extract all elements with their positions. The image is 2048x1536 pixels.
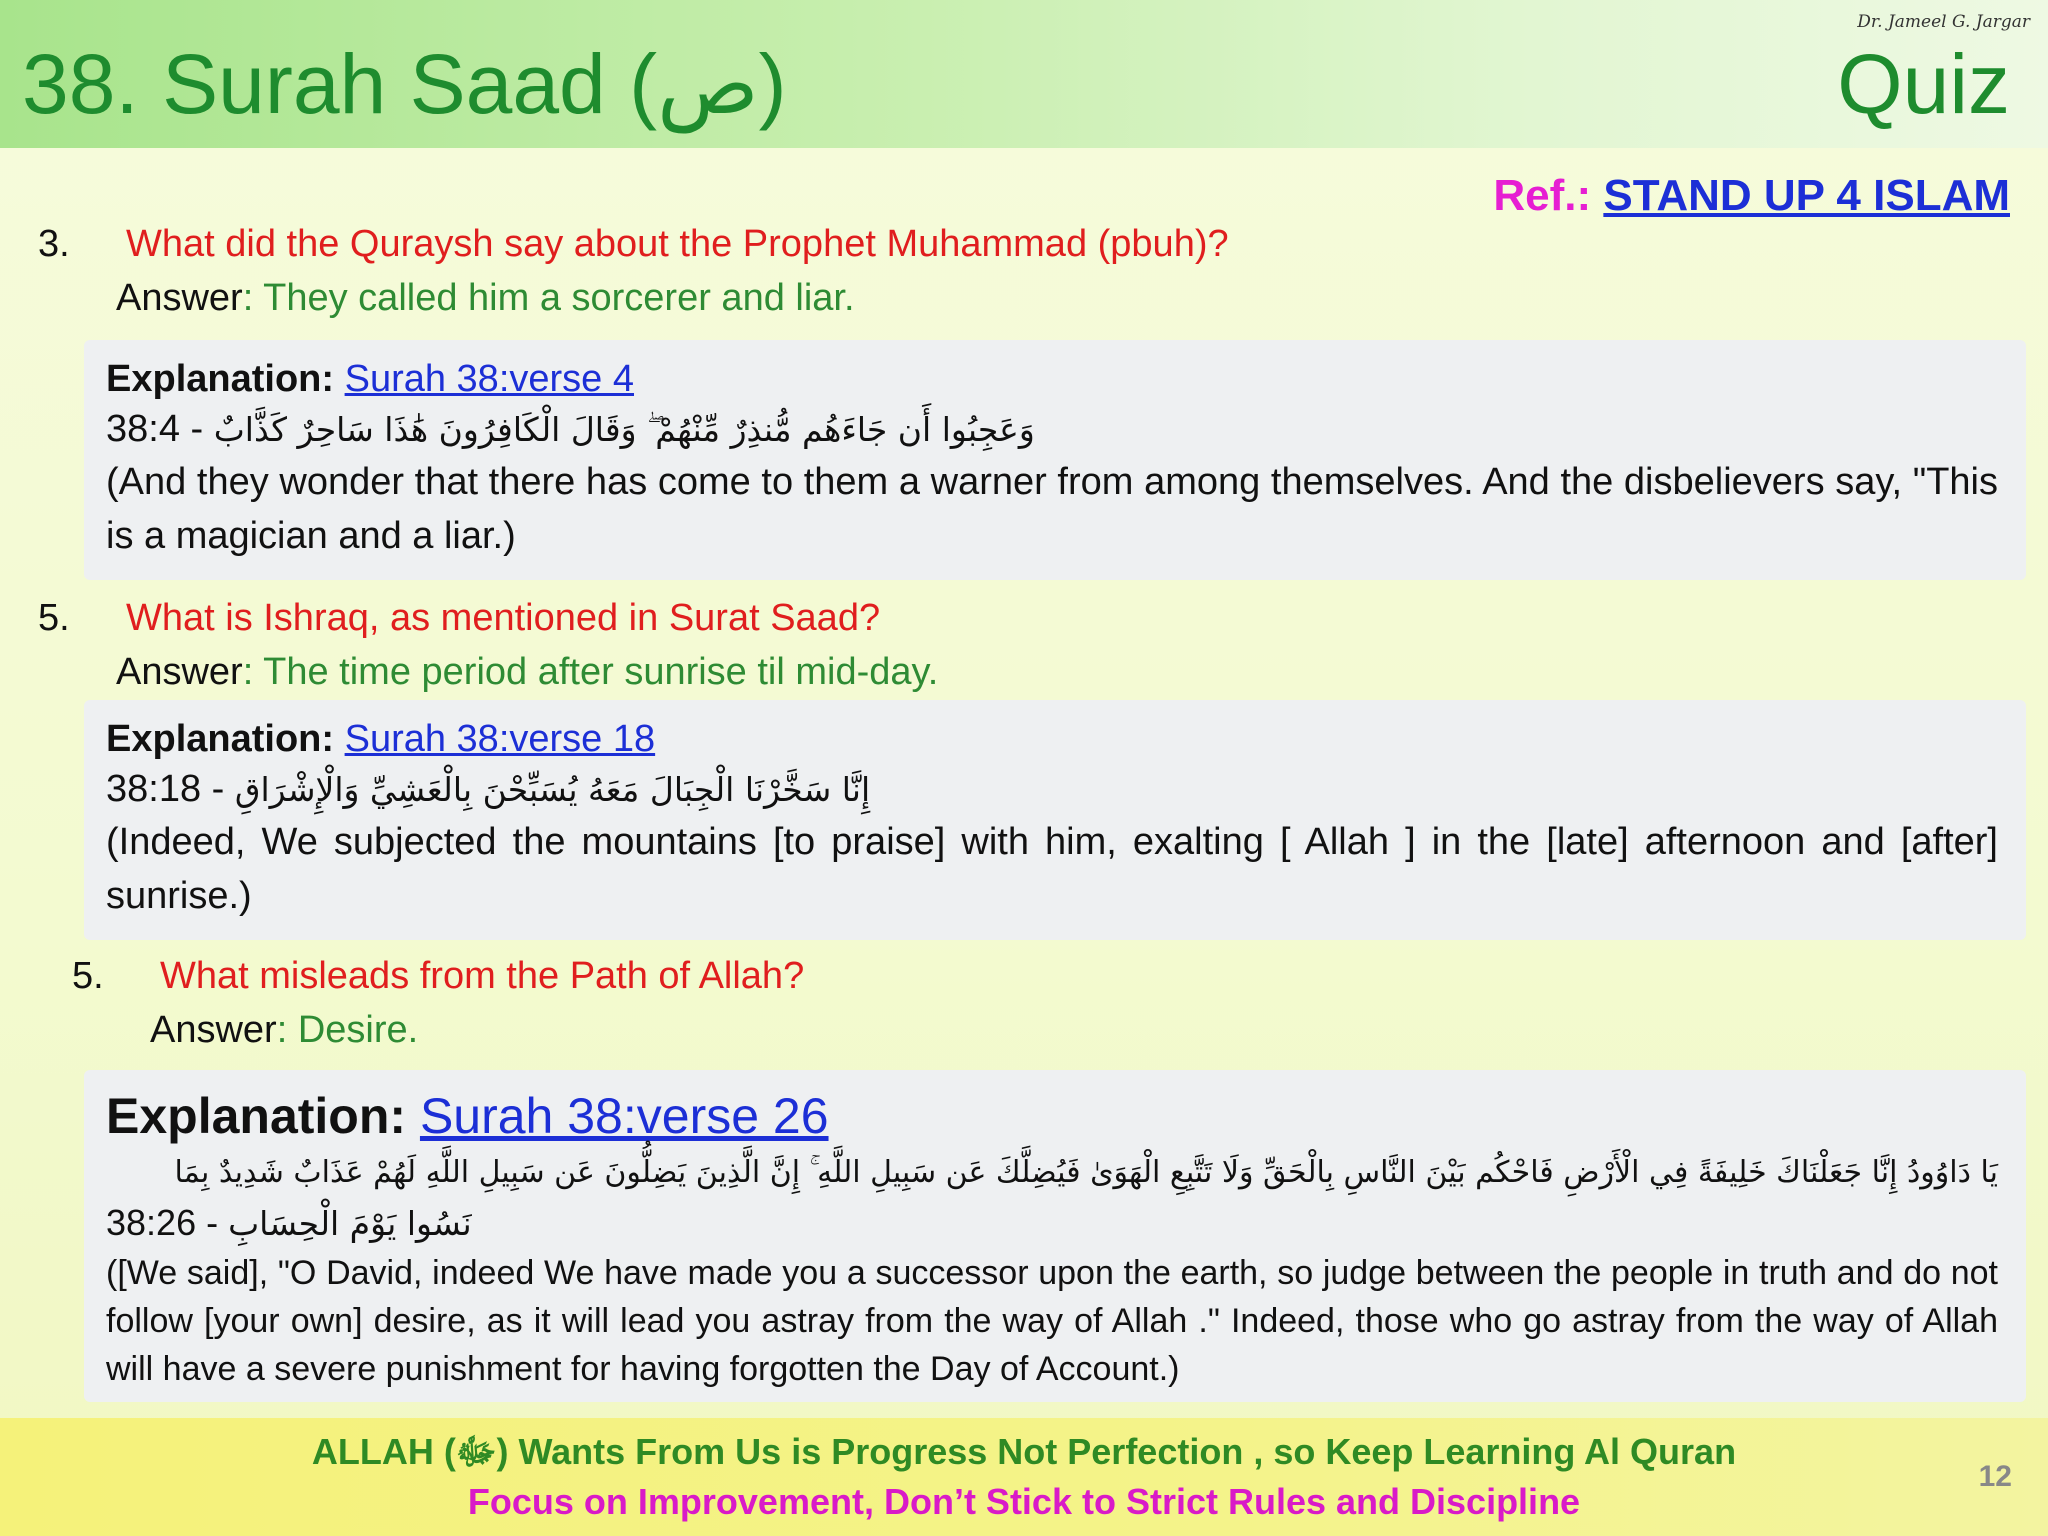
- question-text: What is Ishraq, as mentioned in Surat Saad?: [126, 597, 881, 639]
- explanation-link[interactable]: Surah 38:verse 4: [344, 358, 634, 400]
- verse-ref: 38:18 -: [106, 768, 235, 810]
- question-text: What did the Quraysh say about the Prophet Muhammad (pbuh)?: [126, 223, 1229, 265]
- explanation-heading: [106, 1084, 1998, 1148]
- answer: [116, 274, 855, 322]
- reference: [1493, 168, 2010, 224]
- explanation-label: Explanation:: [106, 718, 335, 760]
- explanation-box: [84, 340, 2026, 580]
- arabic-verse: إِنَّا سَخَّرْنَا الْجِبَالَ مَعَهُ يُسَبِّحْنَ بِالْعَشِيِّ وَالْإِشْرَاقِ: [234, 770, 871, 809]
- answer: [116, 648, 938, 696]
- ref-label: Ref.:: [1493, 171, 1592, 220]
- page-title: 38. Surah Saad (ص): [22, 37, 787, 131]
- explanation-box: [84, 1070, 2026, 1402]
- page-number: 12: [1978, 1460, 2012, 1493]
- verse-line: [106, 1198, 1998, 1249]
- question-number: 5.: [72, 955, 104, 997]
- answer-text: : Desire.: [276, 1009, 419, 1051]
- question-number: 5.: [38, 597, 70, 639]
- answer-label: Answer: [116, 651, 243, 693]
- ref-link[interactable]: STAND UP 4 ISLAM: [1603, 171, 2010, 220]
- answer-text: : The time period after sunrise til mid-day.: [242, 651, 939, 693]
- footer-line-2: Focus on Improvement, Don’t Stick to Strict Rules and Discipline: [467, 1481, 1581, 1522]
- explanation-box: [84, 700, 2026, 940]
- verse-ref: 38:4 -: [106, 408, 214, 450]
- explanation-link[interactable]: Surah 38:verse 18: [344, 718, 656, 760]
- arabic-verse-end: نَسُوا يَوْمَ الْحِسَابِ: [228, 1204, 472, 1243]
- quiz-label: Quiz: [1837, 37, 2010, 131]
- explanation-label: Explanation:: [106, 1088, 407, 1144]
- verse-translation: (And they wonder that there has come to them a warner from among themselves. And the disbelievers say, "This is a magician and a liar.): [106, 461, 1998, 557]
- verse-translation: (Indeed, We subjected the mountains [to praise] with him, exalting [ Allah ] in the [late] afternoon and [after] sunrise.): [106, 821, 1998, 917]
- explanation-link[interactable]: Surah 38:verse 26: [419, 1088, 829, 1144]
- question-text: What misleads from the Path of Allah?: [160, 955, 805, 997]
- answer-text: : They called him a sorcerer and liar.: [242, 277, 855, 319]
- verse-line: [106, 404, 1998, 455]
- author-name: Dr. Jameel G. Jargar: [1857, 12, 2030, 32]
- arabic-verse: يَا دَاوُودُ إِنَّا جَعَلْنَاكَ خَلِيفَةً فِي الْأَرْضِ فَاحْكُم بَيْنَ النَّاسِ بِالْحَقِّ وَلَا تَتَّبِعِ الْهَوَىٰ فَيُضِلَّكَ عَن سَبِيلِ اللَّهِ ۚ إِنَّ الَّذِينَ يَضِلُّونَ عَن سَبِيلِ اللَّهِ لَهُمْ عَذَابٌ شَدِيدٌ بِمَا: [174, 1155, 1998, 1190]
- question-number: 3.: [38, 223, 70, 265]
- explanation-heading: [106, 354, 1998, 404]
- verse-line: [106, 764, 1998, 815]
- answer: [150, 1006, 418, 1054]
- arabic-verse: وَعَجِبُوا أَن جَاءَهُم مُّنذِرٌ مِّنْهُمْ ۖ وَقَالَ الْكَافِرُونَ هَٰذَا سَاحِرٌ كَذَّابٌ: [213, 410, 1035, 449]
- answer-label: Answer: [116, 277, 243, 319]
- answer-label: Answer: [150, 1009, 277, 1051]
- explanation-heading: [106, 714, 1998, 764]
- footer-line-1: ALLAH (ﷻ) Wants From Us is Progress Not Perfection , so Keep Learning Al Quran: [311, 1431, 1737, 1472]
- verse-ref: 38:26 -: [106, 1202, 229, 1243]
- verse-translation: ([We said], "O David, indeed We have made you a successor upon the earth, so judge between the people in truth and do not follow [your own] desire, as it will lead you astray from the way of Allah ." Indeed, those who go astray from the way of Allah will have a severe punishment for having forgotten the Day of Account.): [106, 1254, 1998, 1388]
- explanation-label: Explanation:: [106, 358, 335, 400]
